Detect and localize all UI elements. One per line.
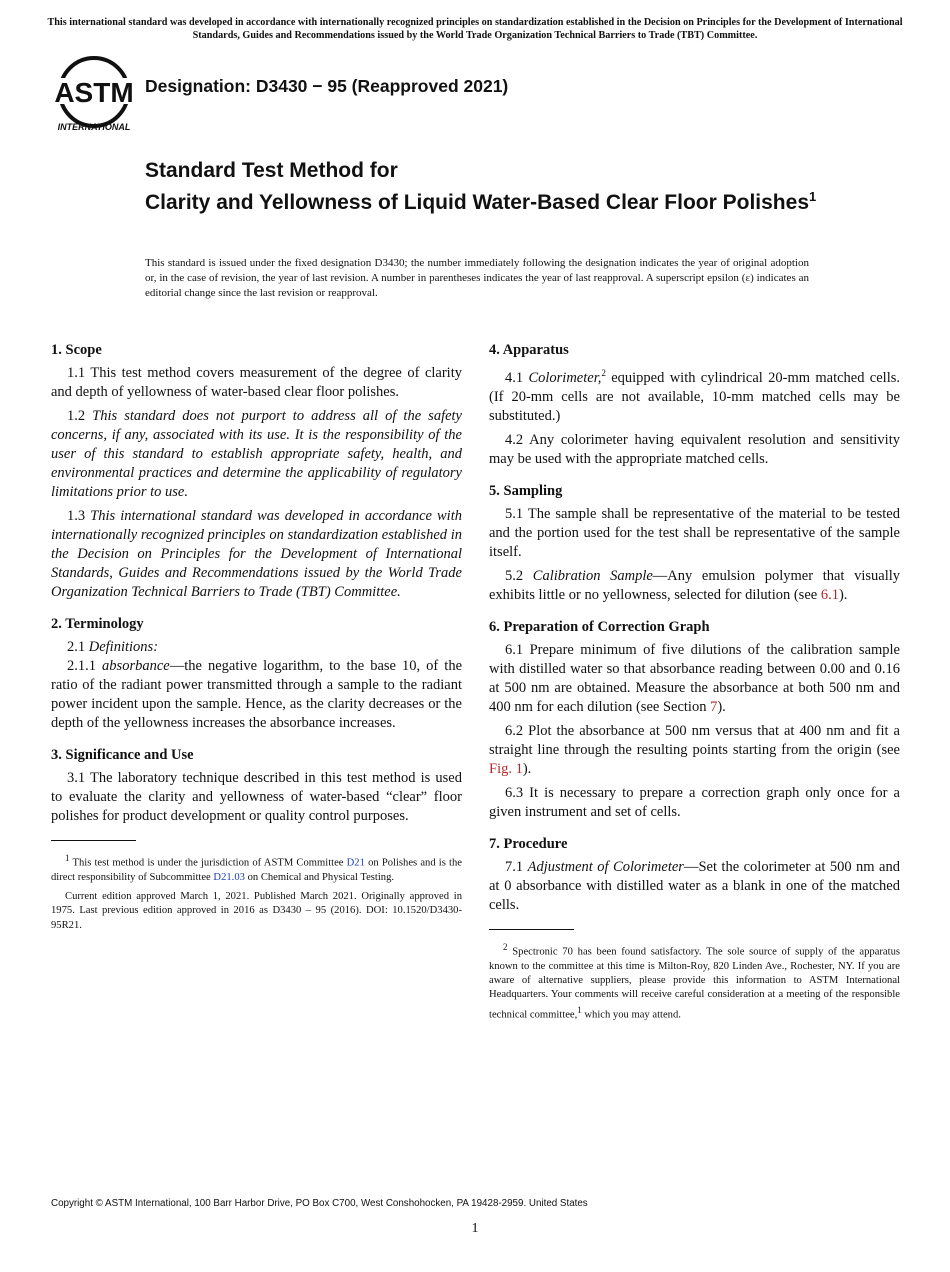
section-significance	[51, 746, 462, 826]
ref-fig-1[interactable]: Fig. 1	[489, 760, 523, 777]
title-line2: Clarity and Yellowness of Liquid Water-Based Clear Floor Polishes$^1$	[145, 189, 817, 214]
paragraph-4-2: 4.2 Any colorimeter having equivalent resolution and sensitivity may be used with the appropriate matched cells.	[489, 431, 900, 467]
left-column	[51, 341, 462, 938]
astm-logo	[52, 56, 136, 134]
paragraph-6-3: 6.3 It is necessary to prepare a correction graph only once for a given instrument and set of cells.	[489, 784, 900, 820]
designation-note: This standard is issued under the fixed designation D3430; the number immediately following the designation indicates the year of original adoption or, in the case of revision, the year of last revision. A number in parentheses indicates the year of last reapproval. A superscript epsilon (ε) indicates an editorial change since the last revision or reapproval.	[145, 257, 809, 299]
page-number: 1	[471, 1221, 479, 1236]
section-sampling	[489, 482, 900, 605]
paragraph-2-1-1: 2.1.1 absorbance—the negative logarithm, to the base 10, of the ratio of the radiant power transmitted through a sample to the radiant power incident upon the sample. Hence, as the clarity decreases or the depth of the yellowness increases the absorbance increases.	[51, 658, 463, 731]
paragraph-6-2: 6.2 Plot the absorbance at 500 nm versus that at 400 nm and fit a straight line through the resulting points starting from the origin (see Fig. 1).	[489, 722, 900, 777]
section-heading: 1. Scope	[51, 342, 102, 358]
right-column	[489, 341, 900, 1027]
paragraph-2-1: 2.1 Definitions:	[67, 639, 159, 655]
title-footnote-mark: 1	[809, 189, 817, 204]
footnote-divider	[51, 840, 136, 841]
section-heading: 7. Procedure	[489, 835, 568, 852]
paragraph-5-1: 5.1 The sample shall be representative of the material to be tested and the portion used for the test shall be representative of the sample itself.	[489, 505, 900, 560]
footnote-divider	[489, 929, 574, 930]
section-apparatus	[489, 341, 900, 469]
paragraph-5-2: 5.2 Calibration Sample—Any emulsion polymer that visually exhibits little or no yellowness, selected for dilution (see 6.1).	[489, 567, 900, 603]
copyright-notice: Copyright © ASTM International, 100 Barr Harbor Drive, PO Box C700, West Conshohocken, PA 19428-2959. United States	[51, 1198, 588, 1209]
footnote-2: $^2$ Spectronic 70 has been found satisfactory. The sole source of supply of the apparatus known to the committee at this time is Milton-Roy, 820 Linden Ave., Rochester, NY. If you are aware of alternative suppliers, please provide this information to ASTM International Headquarters. Your comments will receive careful consideration at a meeting of the responsible technical committee,$^1$ which you may attend.	[489, 941, 900, 1021]
section-heading: 5. Sampling	[489, 482, 563, 499]
document-title	[145, 158, 865, 216]
footnote-1: $^1$ This test method is under the jurisdiction of ASTM Committee D21 on Polishes and is the direct responsibility of Subcommittee D21.03 on Chemical and Physical Testing.	[51, 853, 462, 883]
ref-6-1[interactable]: 6.1	[820, 586, 839, 603]
section-heading: 3. Significance and Use	[51, 747, 194, 763]
paragraph-1-2: 1.2 This standard does not purport to address all of the safety concerns, if any, associated with its use. It is the responsibility of the user of this standard to establish appropriate safety, health, and environmental practices and determine the applicability of regulatory limitations prior to use.	[51, 408, 462, 500]
standard-notice: This international standard was developed in accordance with internationally recognized principles on standardization established in the Decision on Principles for the Development of International Standards, Guides and Recommendations issued by the World Trade Organization Technical Barriers to Trade (TBT) Committee.	[47, 17, 903, 41]
logo-letters: ASTM	[54, 77, 134, 108]
section-heading: 2. Terminology	[51, 616, 144, 632]
section-preparation	[489, 618, 900, 822]
paragraph-4-1: 4.1 Colorimeter,$^2$ equipped with cylindrical 20-mm matched cells. (If 20-mm cells are not available, 10-mm matched cells may be substituted.)	[489, 368, 900, 424]
committee-link[interactable]: D21	[346, 857, 365, 869]
section-heading: 6. Preparation of Correction Graph	[489, 618, 710, 635]
paragraph-1-3: 1.3 This international standard was developed in accordance with internationally recognized principles on standardization established in the Decision on Principles for the Development of International Standards, Guides and Recommendations issued by the World Trade Organization Technical Barriers to Trade (TBT) Committee.	[51, 508, 462, 600]
designation: Designation: D3430 − 95 (Reapproved 2021)	[145, 76, 509, 96]
astm-logo-icon	[52, 56, 136, 134]
paragraph-6-1: 6.1 Prepare minimum of five dilutions of the calibration sample with distilled water so that absorbance reading between 0.00 and 0.16 at 500 nm are obtained. Measure the absorbance at both 500 nm and 400 nm for each dilution (see Section 7).	[489, 641, 900, 715]
title-line1: Standard Test Method for	[145, 159, 398, 182]
ref-section-7[interactable]: 7	[710, 698, 718, 715]
section-terminology	[51, 615, 462, 733]
paragraph-3-1: 3.1 The laboratory technique described in this test method is used to evaluate the clarity and yellowness of water-based “clear” floor polishes for product development or quality control purposes.	[51, 770, 462, 824]
paragraph-1-1: 1.1 This test method covers measurement of the degree of clarity and depth of yellowness of water-based clear floor polishes.	[51, 365, 462, 400]
section-heading: 4. Apparatus	[489, 342, 569, 358]
edition-note: Current edition approved March 1, 2021. Published March 2021. Originally approved in 1975. Last previous edition approved in 2016 as D3430 – 95 (2016). DOI: 10.1520/D3430-95R21.	[51, 891, 462, 931]
section-procedure	[489, 835, 900, 915]
section-scope	[51, 341, 462, 602]
logo-caption: INTERNATIONAL	[57, 122, 131, 132]
subcommittee-link[interactable]: D21.03	[213, 871, 245, 883]
paragraph-7-1: 7.1 Adjustment of Colorimeter—Set the colorimeter at 500 nm and at 0 absorbance with distilled water as a blank in one of the matched cells.	[489, 858, 900, 913]
